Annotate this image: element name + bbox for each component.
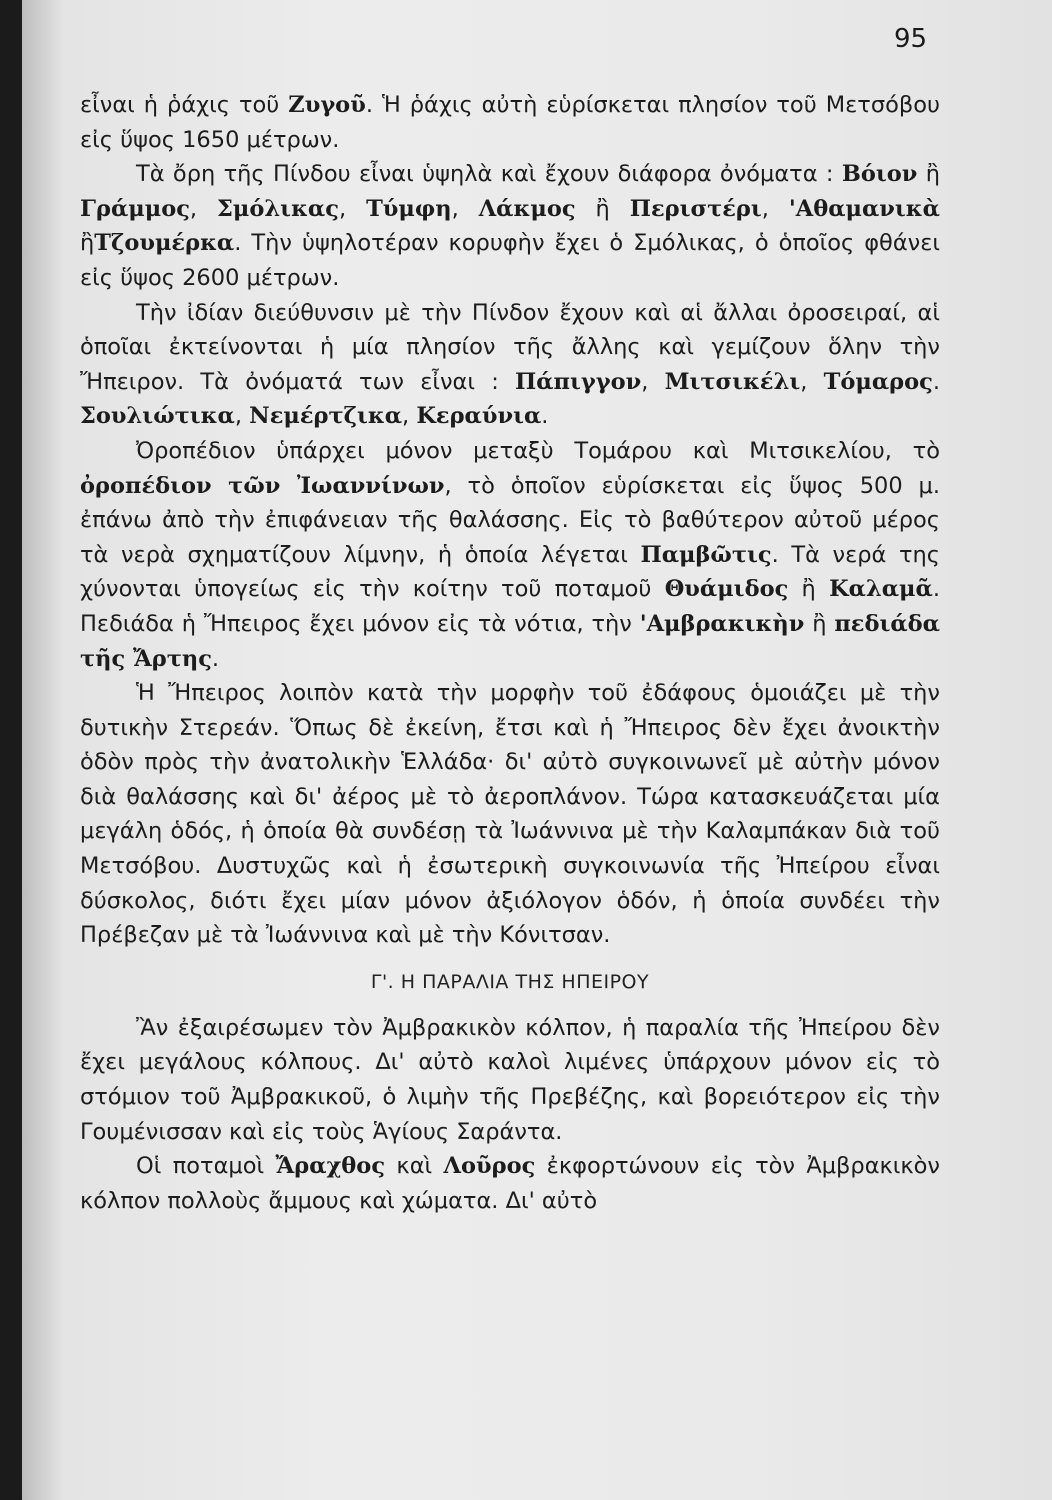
bold-term: Τζουμέρκα <box>94 230 235 257</box>
text-run: καὶ <box>385 1153 444 1180</box>
paragraph <box>80 676 940 953</box>
text-run: . Ἡ ῥάχις αὐτὴ εὑρίσκεται πλησίον τοῦ Μετσόβου εἰς ὕψος 1650 μέτρων. <box>80 92 941 153</box>
text-run: , <box>189 195 218 222</box>
text-run: ἢ <box>804 610 835 637</box>
bold-term: Περιστέρι <box>629 195 762 222</box>
text-run: Οἱ ποταμοὶ <box>136 1153 276 1180</box>
bold-term: 'Αμβρακικὴν <box>639 610 805 637</box>
bold-term: ὀροπέδιον τῶν Ἰωαννίνων <box>80 472 445 499</box>
bold-term: Βόιον <box>841 161 918 188</box>
section-heading: Γ'. Η ΠΑΡΑΛΙΑ ΤΗΣ ΗΠΕΙΡΟΥ <box>370 970 650 993</box>
text-run: ἢ <box>80 230 95 257</box>
text-run: Ὀροπέδιον ὑπάρχει μόνον μεταξὺ Τομάρου καὶ Μιτσικελίου, τὸ <box>136 437 940 464</box>
bold-term: Σουλιώτικα <box>80 403 235 430</box>
paragraph <box>80 434 940 676</box>
text-run: . <box>541 403 549 430</box>
paragraph <box>80 296 940 434</box>
text-run: Ἡ Ἤπειρος λοιπὸν κατὰ τὴν μορφὴν τοῦ ἐδάφους ὁμοιάζει μὲ τὴν δυτικὴν Στερεάν. Ὅπως δὲ ἐκείνη, ἔτσι καὶ ἡ Ἤπειρος δὲν ἔχει ἀνοικτὴν ὁδὸν πρὸς τὴν ἀνατολικὴν Ἑλλάδα· δι' αὐτὸ συγκοινωνεῖ μὲ αὐτὴν μόνον διὰ θαλάσσης καὶ δι' ἀέρος μὲ τὸ ἀεροπλάνον. Τώρα κατασκευάζεται μία μεγάλη ὁδός, ἡ ὁποία θὰ συνδέσῃ τὰ Ἰωάννινα μὲ τὴν Καλαμπάκαν διὰ τοῦ Μετσόβου. Δυστυχῶς καὶ ἡ ἐσωτερικὴ συγκοινωνία τῆς Ἠπείρου εἶναι δύσκολος, διότι ἔχει μίαν μόνον ἀξιόλογον ὁδόν, ἡ ὁποία συνδέει τὴν Πρέβεζαν μὲ τὰ Ἰωάννινα καὶ μὲ τὴν Κόνιτσαν. <box>80 680 940 949</box>
bold-term: Σμόλικας <box>217 195 339 222</box>
bold-term: Λάκμος <box>478 195 576 222</box>
text-run: ἢ <box>788 576 830 603</box>
text-run: , <box>338 195 367 222</box>
section-after-heading <box>80 1011 940 1219</box>
bold-term: Παμβῶτις <box>640 541 772 568</box>
bold-term: πεδιάδα τῆς Ἄρτης <box>80 610 940 672</box>
text-run: Τὰ ὄρη τῆς Πίνδου εἶναι ὑψηλὰ καὶ ἔχουν διάφορα ὀνόματα : <box>136 161 842 188</box>
bold-term: Λοῦρος <box>443 1153 536 1180</box>
paragraph <box>80 88 940 157</box>
text-run: . Πεδιάδα ἡ Ἤπειρος ἔχει μόνον εἰς τὰ νότια, τὴν <box>80 576 940 637</box>
bold-term: Τόμαρος <box>823 368 933 395</box>
book-page <box>22 0 1052 1500</box>
text-run: . Τὴν ὑψηλοτέραν κορυφὴν ἔχει ὁ Σμόλικας, ὁ ὁποῖος φθάνει εἰς ὕψος 2600 μέτρων. <box>80 230 940 291</box>
bold-term: Μιτσικέλι <box>664 368 801 395</box>
text-run: , <box>402 403 417 430</box>
bold-term: Θυάμιδος <box>664 576 789 603</box>
text-run: ἢ <box>575 195 630 222</box>
bold-term: Τύμφη <box>366 195 452 222</box>
paragraph <box>80 1149 940 1218</box>
body-text <box>80 88 940 1218</box>
bold-term: Νεμέρτζικα <box>249 403 403 430</box>
text-run: , <box>800 368 824 395</box>
text-run: , <box>641 368 665 395</box>
text-run: . Τὰ νερά της χύνονται ὑπογείως εἰς τὴν κοίτην τοῦ ποταμοῦ <box>80 541 940 603</box>
text-run: εἶναι ἡ ῥάχις τοῦ <box>80 92 289 118</box>
text-run: . <box>211 645 220 672</box>
bold-term: Πάπιγγον <box>515 368 642 395</box>
text-run: , <box>451 195 479 222</box>
section-before-heading <box>80 88 940 953</box>
text-run: ἢ <box>917 161 940 188</box>
text-run: . <box>932 368 940 395</box>
text-run: ἐκφορτώνουν εἰς τὸν Ἀμβρακικὸν κόλπον πολλοὺς ἄμμους καὶ χώματα. Δι' αὐτὸ <box>80 1153 940 1214</box>
bold-term: Ζυγοῦ <box>288 92 366 118</box>
text-run: Ἂν ἐξαιρέσωμεν τὸν Ἀμβρακικὸν κόλπον, ἡ παραλία τῆς Ἠπείρου δὲν ἔχει μεγάλους κόλπους. Δι' αὐτὸ καλοὶ λιμένες ὑπάρχουν μόνον εἰς τὸ στόμιον τοῦ Ἀμβρακικοῦ, ὁ λιμὴν τῆς Πρεβέζης, καὶ βορειότερον εἰς τὴν Γουμένισσαν καὶ εἰς τοὺς Ἁγίους Σαράντα. <box>80 1014 940 1145</box>
paragraph <box>80 1011 940 1149</box>
text-run: Τὴν ἰδίαν διεύθυνσιν μὲ τὴν Πίνδον ἔχουν καὶ αἱ ἄλλαι ὀροσειραί, αἱ ὁποῖαι ἐκτείνονται ἡ μία πλησίον τῆς ἄλλης καὶ γεμίζουν ὅλην τὴν Ἤπειρον. Τὰ ὀνόματά των εἶναι : <box>80 299 940 395</box>
bold-term: Ἄραχθος <box>275 1153 386 1180</box>
bold-term: Καλαμᾶ <box>829 576 933 603</box>
text-run: , <box>234 403 250 430</box>
bold-term: Γράμμος <box>80 195 190 222</box>
text-run: , <box>761 195 789 222</box>
paragraph <box>80 157 940 295</box>
bold-term: 'Αθαμανικὰ <box>788 195 940 222</box>
text-run: , τὸ ὁποῖον εὑρίσκεται εἰς ὕψος 500 μ. ἐπάνω ἀπὸ τὴν ἐπιφάνειαν τῆς θαλάσσης. Εἰς τὸ βαθύτερον αὐτοῦ μέρος τὰ νερὰ σχηματίζουν λίμνην, ἡ ὁποία λέγεται <box>80 472 941 568</box>
page-number: 95 <box>894 24 928 54</box>
bold-term: Κεραύνια <box>416 403 542 430</box>
